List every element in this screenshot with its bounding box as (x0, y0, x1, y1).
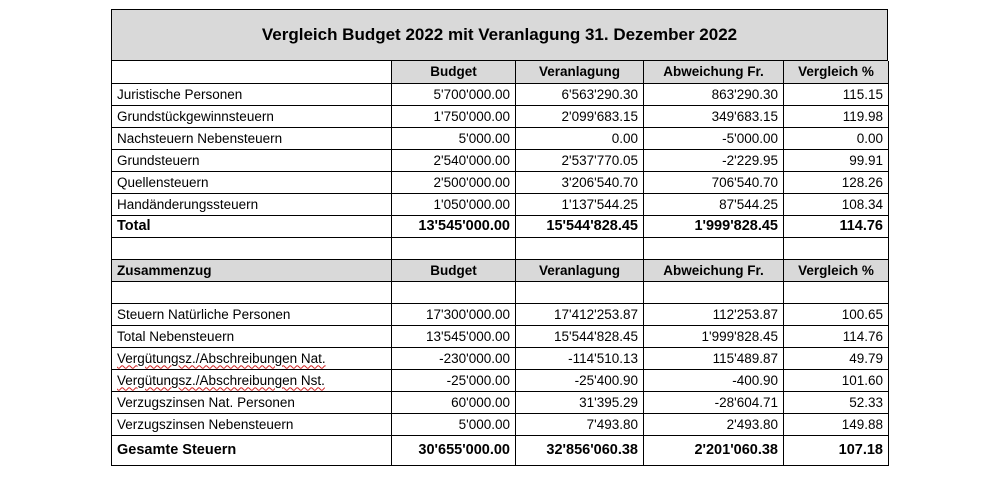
budget-cell: 5'000.00 (392, 413, 516, 435)
row-label: Total Nebensteuern (112, 325, 392, 347)
empty-cell (392, 281, 516, 303)
veranlagung-cell: -25'400.90 (516, 369, 644, 391)
header-vergleich: Vergleich % (784, 61, 889, 83)
vergleich-cell: 108.34 (784, 193, 889, 215)
header-abweichung: Abweichung Fr. (644, 61, 784, 83)
empty-cell (112, 237, 392, 259)
budget-cell: 2'540'000.00 (392, 149, 516, 171)
spellcheck-underlined-label: Vergütungsz./Abschreibungen Nst. (117, 372, 325, 388)
header-abweichung: Abweichung Fr. (644, 259, 784, 281)
total-vergleich: 114.76 (784, 215, 889, 237)
total-budget: 13'545'000.00 (392, 215, 516, 237)
vergleich-cell: 115.15 (784, 83, 889, 105)
abweichung-cell: 115'489.87 (644, 347, 784, 369)
spacer-row (112, 281, 889, 303)
table-row (112, 391, 889, 413)
vergleich-cell: 119.98 (784, 105, 889, 127)
abweichung-cell: 2'493.80 (644, 413, 784, 435)
abweichung-cell: -5'000.00 (644, 127, 784, 149)
header-veranlagung: Veranlagung (516, 259, 644, 281)
table-title: Vergleich Budget 2022 mit Veranlagung 31. Dezember 2022 (111, 9, 888, 61)
vergleich-cell: 49.79 (784, 347, 889, 369)
abweichung-cell: 1'999'828.45 (644, 325, 784, 347)
veranlagung-cell: 3'206'540.70 (516, 171, 644, 193)
comparison-table (111, 61, 889, 466)
budget-cell: 1'050'000.00 (392, 193, 516, 215)
grand-total-veranlagung: 32'856'060.38 (516, 435, 644, 465)
grand-total-budget: 30'655'000.00 (392, 435, 516, 465)
budget-comparison-sheet (111, 9, 888, 466)
veranlagung-cell: 2'537'770.05 (516, 149, 644, 171)
table-row (112, 83, 889, 105)
row-label: Grundstückgewinnsteuern (112, 105, 392, 127)
empty-cell (784, 281, 889, 303)
header-veranlagung: Veranlagung (516, 61, 644, 83)
row-label: Juristische Personen (112, 83, 392, 105)
empty-cell (112, 281, 392, 303)
row-label: Steuern Natürliche Personen (112, 303, 392, 325)
row-label (112, 369, 392, 391)
table-row (112, 193, 889, 215)
empty-cell (644, 281, 784, 303)
row-label (112, 347, 392, 369)
veranlagung-cell: 0.00 (516, 127, 644, 149)
row-label: Verzugszinsen Nat. Personen (112, 391, 392, 413)
veranlagung-cell: -114'510.13 (516, 347, 644, 369)
table-row (112, 303, 889, 325)
veranlagung-cell: 6'563'290.30 (516, 83, 644, 105)
table-row (112, 325, 889, 347)
empty-cell (392, 237, 516, 259)
vergleich-cell: 101.60 (784, 369, 889, 391)
table-row (112, 149, 889, 171)
total-row (112, 215, 889, 237)
vergleich-cell: 52.33 (784, 391, 889, 413)
budget-cell: 2'500'000.00 (392, 171, 516, 193)
budget-cell: 5'000.00 (392, 127, 516, 149)
vergleich-cell: 149.88 (784, 413, 889, 435)
budget-cell: 13'545'000.00 (392, 325, 516, 347)
budget-cell: 17'300'000.00 (392, 303, 516, 325)
header-row-2 (112, 259, 889, 281)
abweichung-cell: -400.90 (644, 369, 784, 391)
vergleich-cell: 128.26 (784, 171, 889, 193)
veranlagung-cell: 1'137'544.25 (516, 193, 644, 215)
vergleich-cell: 114.76 (784, 325, 889, 347)
header-vergleich: Vergleich % (784, 259, 889, 281)
abweichung-cell: -2'229.95 (644, 149, 784, 171)
vergleich-cell: 0.00 (784, 127, 889, 149)
veranlagung-cell: 15'544'828.45 (516, 325, 644, 347)
veranlagung-cell: 2'099'683.15 (516, 105, 644, 127)
budget-cell: 60'000.00 (392, 391, 516, 413)
total-label: Total (112, 215, 392, 237)
header-row-1 (112, 61, 889, 83)
header-label-cell (112, 61, 392, 83)
abweichung-cell: 706'540.70 (644, 171, 784, 193)
row-label: Quellensteuern (112, 171, 392, 193)
grand-total-label: Gesamte Steuern (112, 435, 392, 465)
total-veranlagung: 15'544'828.45 (516, 215, 644, 237)
vergleich-cell: 100.65 (784, 303, 889, 325)
table-row (112, 369, 889, 391)
table-row (112, 413, 889, 435)
row-label: Grundsteuern (112, 149, 392, 171)
empty-cell (644, 237, 784, 259)
budget-cell: -230'000.00 (392, 347, 516, 369)
budget-cell: -25'000.00 (392, 369, 516, 391)
empty-cell (516, 237, 644, 259)
grand-total-abweichung: 2'201'060.38 (644, 435, 784, 465)
table-row (112, 171, 889, 193)
table-row (112, 347, 889, 369)
budget-cell: 1'750'000.00 (392, 105, 516, 127)
spellcheck-underlined-label: Vergütungsz./Abschreibungen Nat. (117, 350, 326, 366)
veranlagung-cell: 7'493.80 (516, 413, 644, 435)
spacer-row (112, 237, 889, 259)
abweichung-cell: 87'544.25 (644, 193, 784, 215)
total-abweichung: 1'999'828.45 (644, 215, 784, 237)
row-label: Handänderungssteuern (112, 193, 392, 215)
header-budget: Budget (392, 61, 516, 83)
header-zusammenzug: Zusammenzug (112, 259, 392, 281)
budget-cell: 5'700'000.00 (392, 83, 516, 105)
table-row (112, 105, 889, 127)
header-budget: Budget (392, 259, 516, 281)
abweichung-cell: 863'290.30 (644, 83, 784, 105)
abweichung-cell: -28'604.71 (644, 391, 784, 413)
abweichung-cell: 349'683.15 (644, 105, 784, 127)
vergleich-cell: 99.91 (784, 149, 889, 171)
abweichung-cell: 112'253.87 (644, 303, 784, 325)
row-label: Verzugszinsen Nebensteuern (112, 413, 392, 435)
table-row (112, 127, 889, 149)
grand-total-vergleich: 107.18 (784, 435, 889, 465)
row-label: Nachsteuern Nebensteuern (112, 127, 392, 149)
empty-cell (784, 237, 889, 259)
veranlagung-cell: 17'412'253.87 (516, 303, 644, 325)
empty-cell (516, 281, 644, 303)
grand-total-row (112, 435, 889, 465)
veranlagung-cell: 31'395.29 (516, 391, 644, 413)
